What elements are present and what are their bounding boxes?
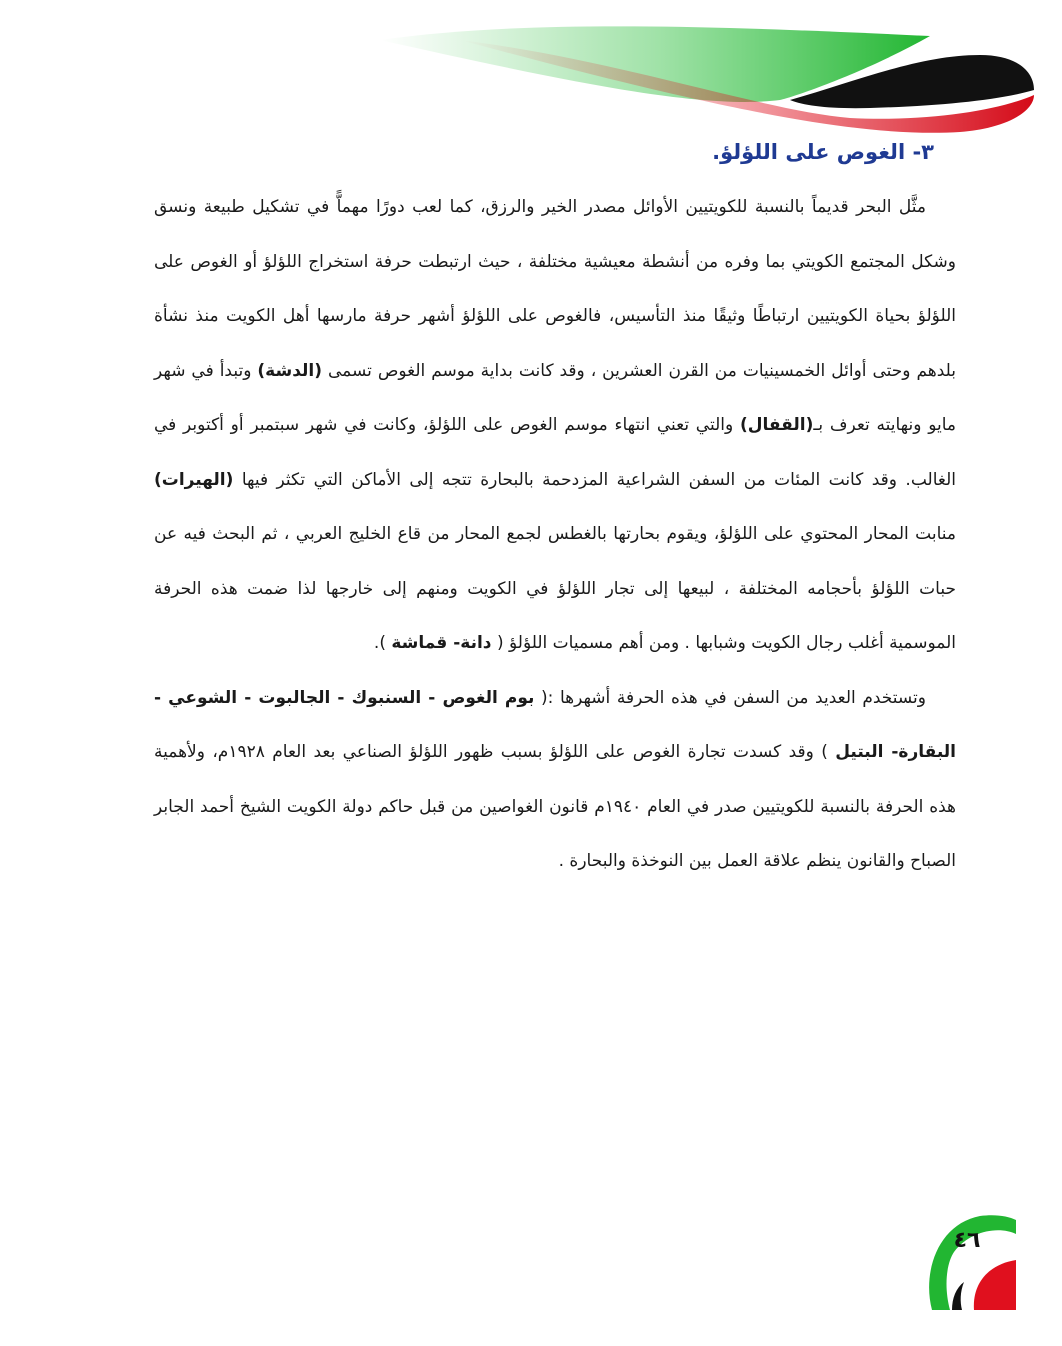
article-body (154, 180, 956, 889)
term-ship-types: بوم الغوص - السنبوك - الجالبوت - الشوعي - البقارة- البتيل (154, 687, 956, 762)
term-dasha: (الدشة) (257, 360, 322, 381)
page-number: ٤٦ (953, 1228, 981, 1253)
paragraph-pearl-diving-history (154, 180, 956, 671)
text-segment: ). (373, 633, 386, 653)
term-qaffal: (القفال) (740, 415, 814, 435)
text-segment: منابت المحار المحتوي على اللؤلؤ، ويقوم بحارتها بالغطس لجمع المحار من قاع الخليج العربي ، ثم البحث فيه عن حبات اللؤلؤ بأحجامه المختلفة ، لبيعها إلى تجار اللؤلؤ في الكويت ومنهم إلى خارجها لذا ضمت هذه الحرفة الموسمية أغلب رجال الكويت وشبابها . ومن أهم مسميات اللؤلؤ ( (154, 524, 956, 653)
text-segment: مثَّل البحر قديماً بالنسبة للكويتيين الأوائل مصدر الخير والرزق، كما لعب دورًا مهماًّ في تشكيل طبيعة ونسق وشكل المجتمع الكويتي بما وفره من أنشطة معيشية مختلفة ، حيث ارتبطت حرفة استخراج اللؤلؤ أو الغوص على اللؤلؤ بحياة الكويتيين ارتباطًا وثيقًا منذ التأسيس، فالغوص على اللؤلؤ أشهر حرفة مارسها أهل الكويت منذ نشأة بلدهم وحتى أوائل الخمسينيات من القرن العشرين ، وقد كانت بداية موسم الغوص تسمى (154, 197, 957, 381)
paragraph-ships-and-law (154, 671, 956, 889)
text-segment: وتستخدم العديد من السفن في هذه الحرفة أشهرها :( (541, 687, 926, 708)
term-hirat: (الهيرات) (154, 469, 234, 490)
section-heading: ٣- الغوص على اللؤلؤ. (712, 140, 934, 164)
text-segment: وتبدأ في شهر مايو ونهايته تعرف بـ (154, 360, 957, 435)
term-pearl-names: دانة- قماشة (391, 633, 492, 653)
page-badge-decoration (920, 1212, 1020, 1312)
text-segment: ) وقد كسدت تجارة الغوص على اللؤلؤ بسبب ظهور اللؤلؤ الصناعي بعد العام ١٩٢٨م، ولأهمية هذه الحرفة بالنسبة للكويتيين صدر في العام ١٩٤٠م قانون الغواصين من قبل حاكم دولة الكويت الشيخ أحمد الجابر الصباح والقانون ينظم علاقة العمل بين النوخذة والبحارة . (154, 742, 956, 871)
text-segment: والتي تعني انتهاء موسم الغوص على اللؤلؤ، وكانت في شهر سبتمبر أو أكتوبر في الغالب. وقد كانت المئات من السفن الشراعية المزدحمة بالبحارة تتجه إلى الأماكن التي تكثر فيها (154, 415, 956, 490)
flag-wave-decoration (0, 0, 1062, 150)
